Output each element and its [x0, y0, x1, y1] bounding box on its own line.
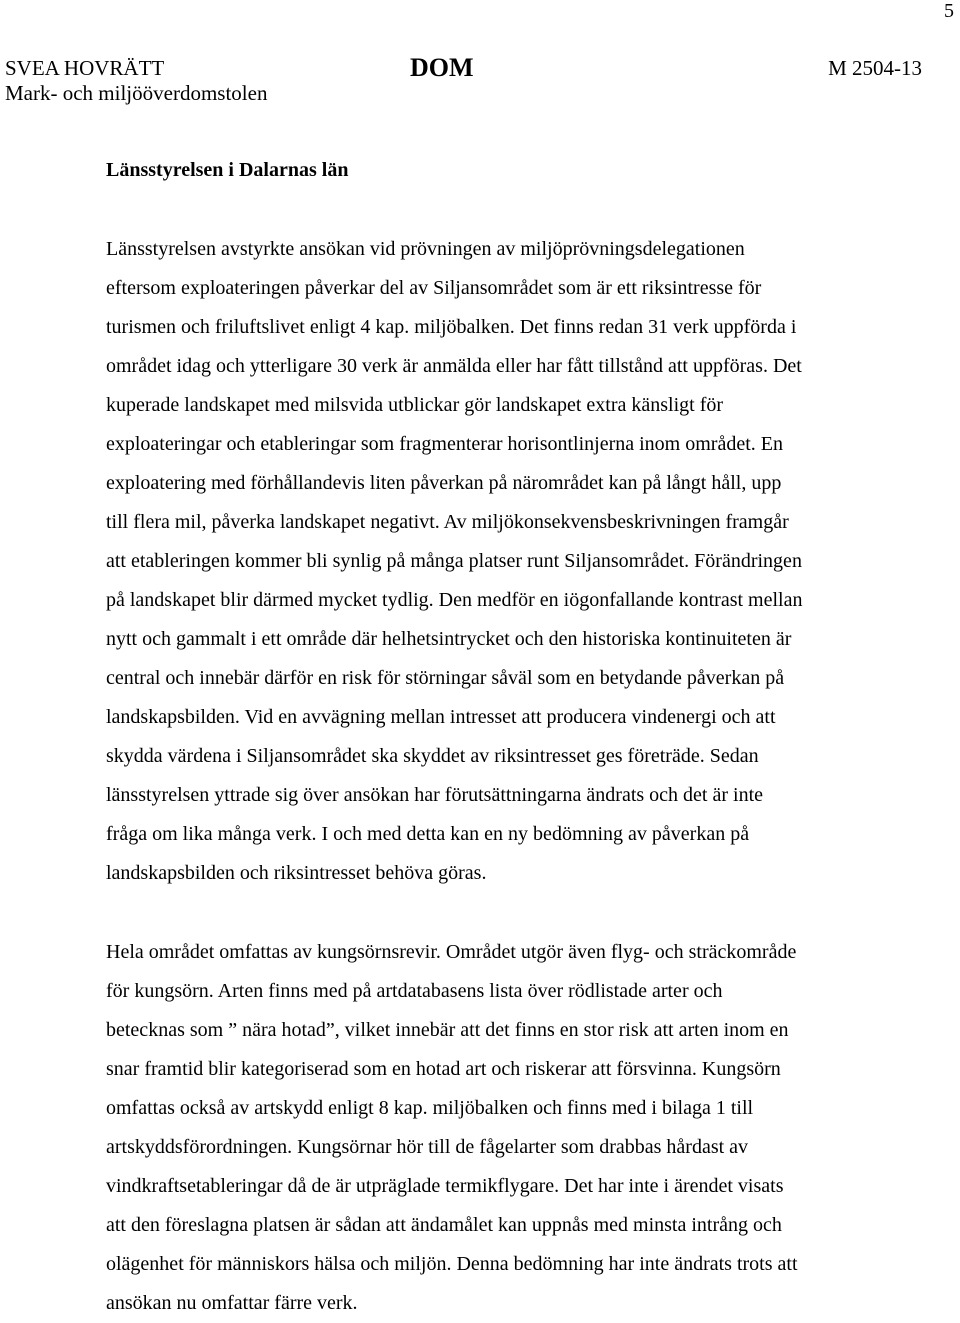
- text-line: snar framtid blir kategoriserad som en hotad art och riskerar att försvinna. Kungsörn: [106, 1058, 781, 1080]
- paragraph: [106, 933, 926, 1323]
- text-line: på landskapet blir därmed mycket tydlig. Den medför en iögonfallande kontrast mellan: [106, 589, 803, 611]
- text-line: landskapsbilden. Vid en avvägning mellan intresset att producera vindenergi och att: [106, 706, 776, 728]
- text-line: landskapsbilden och riksintresset behöva göras.: [106, 862, 487, 884]
- paragraph: [106, 230, 926, 893]
- text-line: Länsstyrelsen avstyrkte ansökan vid prövningen av miljöprövningsdelegationen: [106, 238, 745, 260]
- text-line: nytt och gammalt i ett område där helhetsintrycket och den historiska kontinuiteten är: [106, 628, 792, 650]
- text-line: Hela området omfattas av kungsörnsrevir. Området utgör även flyg- och sträckområde: [106, 941, 797, 963]
- court-name: SVEA HOVRÄTT: [5, 56, 165, 80]
- text-line: fråga om lika många verk. I och med detta kan en ny bedömning av påverkan på: [106, 823, 750, 845]
- document-type: DOM: [410, 53, 474, 82]
- page-number: 5: [944, 0, 954, 22]
- text-line: för kungsörn. Arten finns med på artdatabasens lista över rödlistade arter och: [106, 980, 723, 1002]
- text-line: ansökan nu omfattar färre verk.: [106, 1292, 358, 1314]
- case-number: M 2504-13: [828, 56, 922, 80]
- text-line: eftersom exploateringen påverkar del av Siljansområdet som är ett riksintresse för: [106, 277, 762, 299]
- court-division: Mark- och miljööverdomstolen: [5, 81, 268, 105]
- text-line: skydda värdena i Siljansområdet ska skyddet av riksintresset ges företräde. Sedan: [106, 745, 759, 767]
- text-line: till flera mil, påverka landskapet negativt. Av miljökonsekvensbeskrivningen framgår: [106, 511, 789, 533]
- section-heading: Länsstyrelsen i Dalarnas län: [106, 159, 349, 181]
- text-line: att den föreslagna platsen är sådan att ändamålet kan uppnås med minsta intrång och: [106, 1214, 782, 1236]
- text-line: länsstyrelsen yttrade sig över ansökan har förutsättningarna ändrats och det är inte: [106, 784, 764, 806]
- text-line: omfattas också av artskydd enligt 8 kap. miljöbalken och finns med i bilaga 1 till: [106, 1097, 754, 1119]
- text-line: vindkraftsetableringar då de är utpräglade termikflygare. Det har inte i ärendet visats: [106, 1175, 784, 1197]
- text-line: exploatering med förhållandevis liten påverkan på närområdet kan på långt håll, upp: [106, 472, 782, 494]
- text-line: olägenhet för människors hälsa och miljön. Denna bedömning har inte ändrats trots att: [106, 1253, 798, 1275]
- text-line: artskyddsförordningen. Kungsörnar hör till de fågelarter som drabbas hårdast av: [106, 1136, 749, 1158]
- text-line: kuperade landskapet med milsvida utblickar gör landskapet extra känsligt för: [106, 394, 724, 416]
- text-line: området idag och ytterligare 30 verk är anmälda eller har fått tillstånd att uppföras. Det: [106, 355, 802, 377]
- text-line: central och innebär därför en risk för störningar såväl som en betydande påverkan på: [106, 667, 785, 689]
- text-line: att etableringen kommer bli synlig på många platser runt Siljansområdet. Förändringen: [106, 550, 802, 572]
- text-line: turismen och friluftslivet enligt 4 kap. miljöbalken. Det finns redan 31 verk uppförda i: [106, 316, 797, 338]
- text-line: betecknas som ” nära hotad”, vilket innebär att det finns en stor risk att arten inom en: [106, 1019, 789, 1041]
- text-line: exploateringar och etableringar som fragmenterar horisontlinjerna inom området. En: [106, 433, 783, 455]
